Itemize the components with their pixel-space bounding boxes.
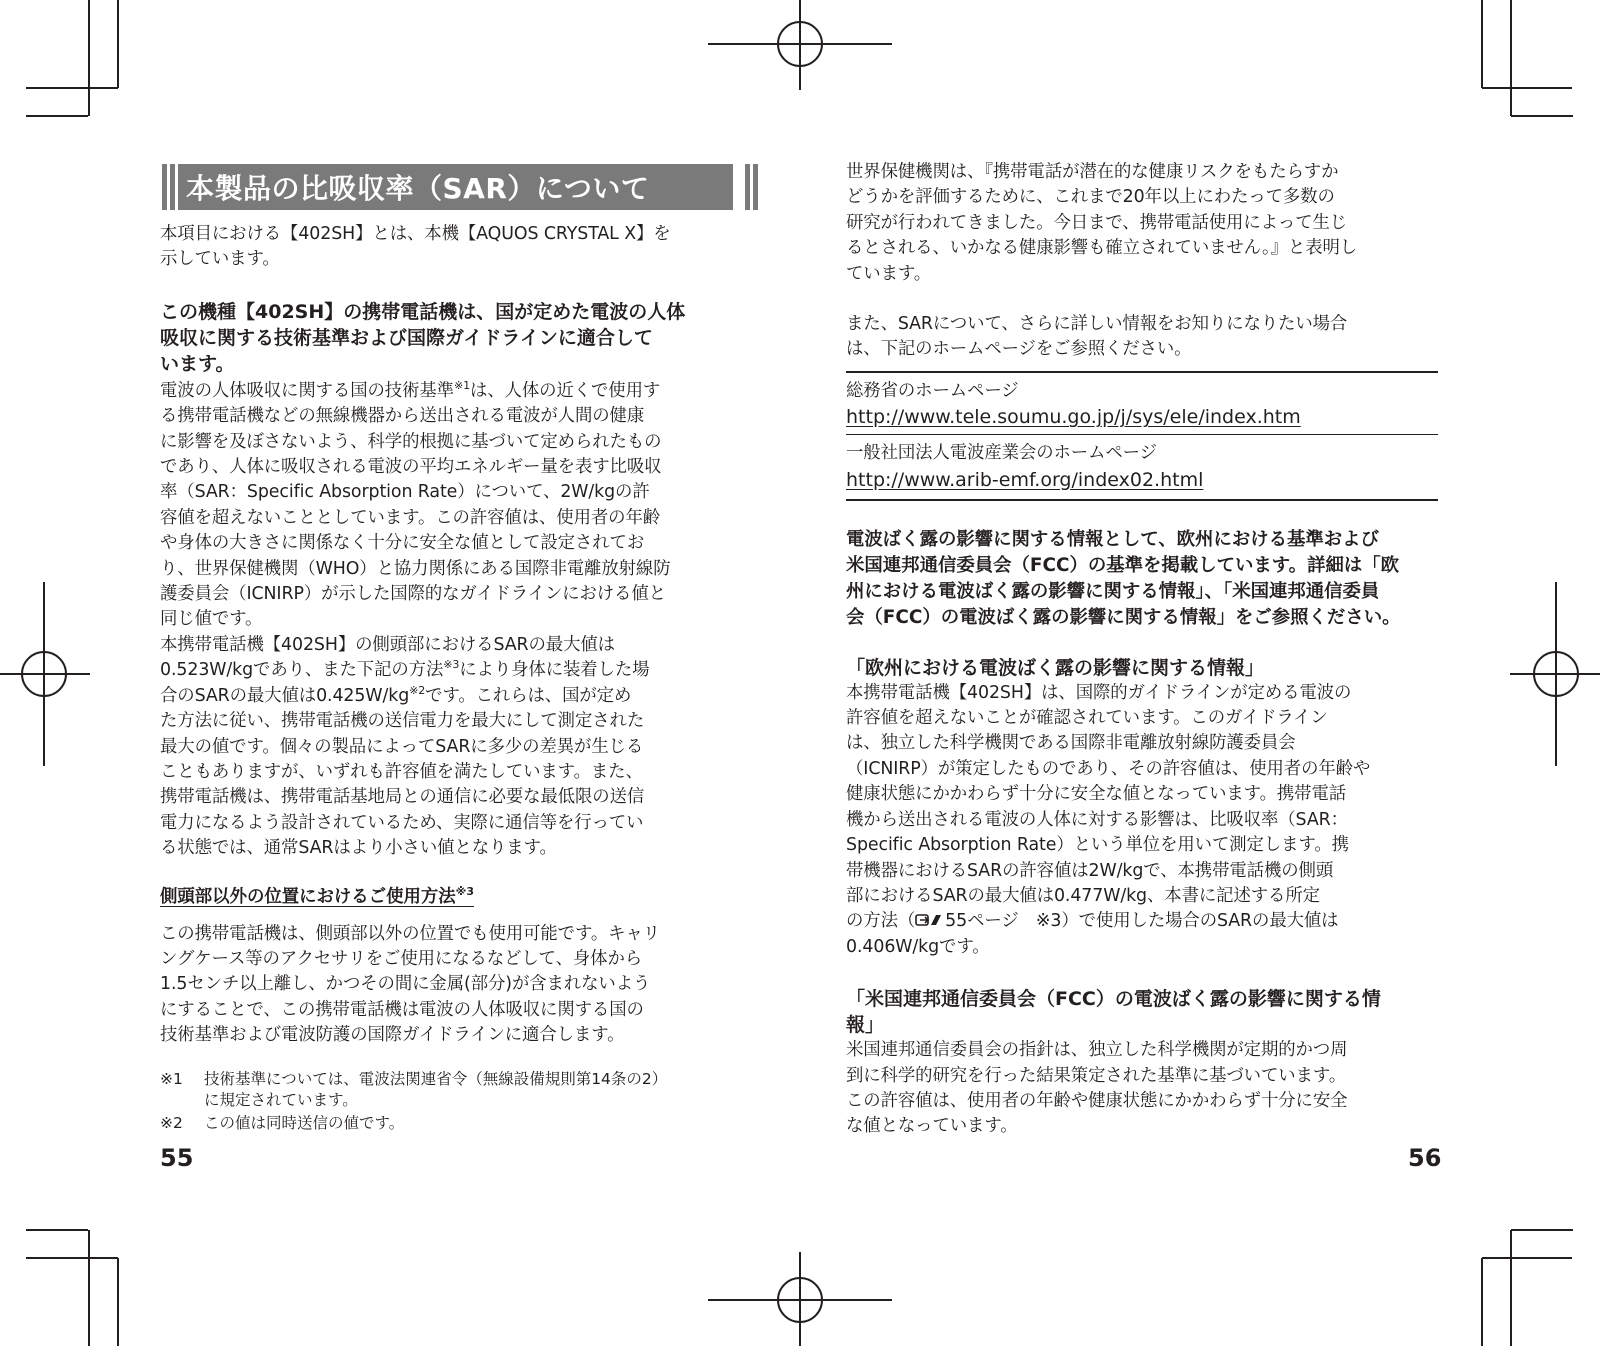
left-page (160, 160, 758, 1134)
link-label: 一般社団法人電波産業会のホームページ (846, 443, 1157, 464)
page-number: 55 (160, 1144, 194, 1172)
registration-mark-icon (708, 1252, 892, 1346)
registration-mark-icon (1510, 582, 1600, 766)
who-paragraph: 世界保健機関は、『携帯電話が潜在的な健康リスクをもたらすか どうかを評価するために、これまで20年以上にわたって多数の 研究が行われてきました。今日まで、携帯電話使用によって生じ るとされる、いかなる健康影響も確立されていません。』と表明し ています。 (846, 162, 1358, 284)
link-block (846, 373, 1438, 434)
sar-values-paragraph: 本携帯電話機【402SH】の側頭部におけるSARの最大値は 0.523W/kgであり、また下記の方法$^{※3}$により身体に装着した場 合のSARの最大値は$0.425W/kg^{※2}$です。これらは、国が定め た方法に従い、携帯電話機の送信電力を最大にして測定された 最大の値です。個々の製品によってSARに多少の差異が生じる こともありますが、いずれも許容値を満たしています。また、 携帯電話機は、携帯電話基地局との通信に必要な最低限の送信 電力になるよう設計されているため、実際に通信等を行ってい る状態では、通常SARはより小さい値となります。 (160, 634, 650, 859)
registration-mark-icon (708, 0, 892, 90)
compliance-heading: この機種【402SH】の携帯電話機は、国が定めた電波の人体 吸収に関する技術基準および国際ガイドラインに適合して います。 (160, 300, 686, 375)
footnote: ※1 技術基準については、電波法関連省令（無線設備規則第14条の2） に規定されています。 (160, 1069, 668, 1109)
fcc-heading: 「米国連邦通信委員会（FCC）の電波ばく露の影響に関する情 報」 (846, 988, 1381, 1037)
more-info-paragraph: また、SARについて、さらに詳しい情報をお知りになりたい場合 は、下記のホームページをご参照ください。 (846, 314, 1348, 360)
usage-subheading: 側頭部以外の位置におけるご使用方法$^{※3}$ (160, 884, 475, 907)
page-number: 56 (1408, 1144, 1442, 1172)
mic-homepage-link[interactable]: http://www.tele.soumu.go.jp/j/sys/ele/index.htm (846, 406, 1301, 429)
usage-paragraph: この携帯電話機は、側頭部以外の位置でも使用可能です。キャリ ングケース等のアクセサリをご使用になるなどして、身体から 1.5センチ以上離し、かつその間に金属(部分)が含まれないよう にすることで、この携帯電話機は電波の人体吸収に関する国の 技術基準および電波防護の国際ガイドラインに適合します。 (160, 923, 661, 1046)
page-reference-icon (915, 912, 945, 928)
link-block (846, 435, 1438, 498)
registration-mark-icon (0, 582, 90, 766)
section-title: 本製品の比吸収率（SAR）について (186, 172, 650, 205)
right-page (846, 160, 1438, 1140)
link-label: 総務省のホームページ (846, 380, 1019, 401)
fcc-paragraph: 米国連邦通信委員会の指針は、独立した科学機関が定期的かつ周 到に科学的研究を行った結果策定された基準に基づいています。 この許容値は、使用者の年齢や健康状態にかかわらず十分に安全 な値となっています。 (846, 1040, 1348, 1137)
intro-text: 本項目における【402SH】とは、本機【AQUOS CRYSTAL X】を 示しています。 (160, 224, 671, 270)
footnote: ※2 この値は同時送信の値です。 (160, 1113, 405, 1132)
footnotes (160, 1069, 758, 1134)
section-title-bar (160, 160, 758, 212)
exposure-info-heading: 電波ばく露の影響に関する情報として、欧州における基準および 米国連邦通信委員会（FCC）の基準を掲載しています。詳細は「欧 州における電波ばく露の影響に関する情報」、「米国連邦通信委員 会（FCC）の電波ばく露の影響に関する情報」をご参照ください。 (846, 528, 1401, 628)
europe-paragraph: 本携帯電話機【402SH】は、国際的ガイドラインが定める電波の 許容値を超えないことが確認されています。このガイドライン は、独立した科学機関である国際非電離放射線防護委員会 （ICNIRP）が策定したものであり、その許容値は、使用者の年齢や 健康状態にかかわらず十分に安全な値となっています。携帯電話 機から送出される電波の人体に対する影響は、比吸収率（SAR： Specific Absorption Rate）という単位を用いて測定します。携 帯機器におけるSARの許容値は2W/kgで、本携帯電話機の側頭 部におけるSARの最大値は0.477W/kg、本書に記述する所定 の方法（ 55ページ ※3）で使用した場合のSARの最大値は 0.406W/kgです。 (846, 682, 1371, 957)
arib-homepage-link[interactable]: http://www.arib-emf.org/index02.html (846, 468, 1204, 491)
europe-heading: 「欧州における電波ばく露の影響に関する情報」 (846, 656, 1265, 679)
technical-standard-paragraph: 電波の人体吸収に関する国の技術基準$^{※1}$は、人体の近くで使用す る携帯電話機などの無線機器から送出される電波が人間の健康 に影響を及ぼさないよう、科学的根拠に基づいて定められたもの であり、人体に吸収される電波の平均エネルギー量を表す比吸収 率（SAR：Specific Absorption Rate）について、2W/kgの許 容値を超えないこととしています。この許容値は、使用者の年齢 や身体の大きさに関係なく十分に安全な値として設定されてお り、世界保健機関（WHO）と協力関係にある国際非電離放射線防 護委員会（ICNIRP）が示した国際的なガイドラインにおける値と 同じ値です。 (160, 378, 671, 630)
